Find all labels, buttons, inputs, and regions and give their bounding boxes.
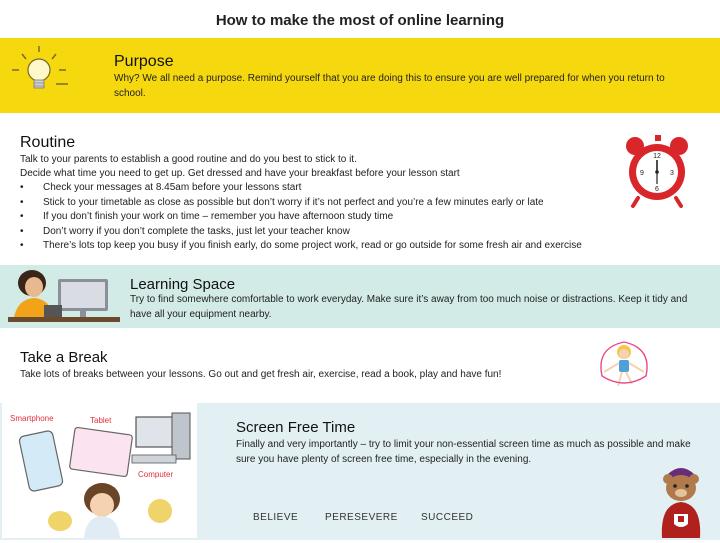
learning-space-text: Try to find somewhere comfortable to work everyday. Make sure it’s away from too much noise or distractions. Keep it tidy and have all your equipment nearby. bbox=[130, 294, 688, 320]
devices-illustration bbox=[2, 403, 197, 538]
list-item: • Stick to your timetable as close as possible but don’t worry if it’s not perfect and you’re a few minutes early or late bbox=[15, 196, 582, 211]
alarm-clock-icon bbox=[622, 132, 694, 210]
routine-list bbox=[15, 181, 582, 254]
list-item: • Don’t worry if you don’t complete the tasks, just let your teacher know bbox=[15, 225, 582, 240]
routine-line-2: Decide what time you need to get up. Get dressed and have your breakfast before your lesson start bbox=[20, 168, 460, 179]
illustration-label: Computer bbox=[138, 470, 174, 479]
screen-free-time-heading: Screen Free Time bbox=[236, 419, 356, 436]
page-title: How to make the most of online learning bbox=[215, 12, 505, 29]
list-item: • If you don’t finish your work on time – remember you have afternoon study time bbox=[15, 210, 582, 225]
footer-believe: BELIEVE bbox=[253, 512, 299, 523]
routine-line-1: Talk to your parents to establish a good routine and do you best to stick to it. bbox=[20, 154, 357, 165]
list-item: • There’s lots top keep you busy if you finish early, do some project work, read or go outside for some fresh air and exercise bbox=[15, 239, 582, 254]
footer-persevere: PERESEVERE bbox=[325, 512, 398, 523]
routine-heading: Routine bbox=[20, 134, 76, 151]
illustration-label: Tablet bbox=[90, 416, 112, 425]
skipping-girl-icon bbox=[592, 336, 656, 392]
svg-text:3: 3 bbox=[670, 170, 674, 177]
list-item: • Check your messages at 8.45am before your lessons start bbox=[15, 181, 582, 196]
learning-space-heading: Learning Space bbox=[130, 276, 236, 293]
svg-text:12: 12 bbox=[653, 153, 661, 160]
illustration-label: Smartphone bbox=[10, 414, 54, 423]
take-a-break-heading: Take a Break bbox=[20, 349, 108, 366]
screen-free-time-text: Finally and very importantly – try to limit your non-essential screen time as much as possible and make sure you have plenty of screen free time, especially in the evening. bbox=[236, 439, 691, 465]
purpose-text: Why? We all need a purpose. Remind yourself that you are doing this to ensure you are well prepared for when you return to school. bbox=[114, 73, 665, 99]
take-a-break-text: Take lots of breaks between your lessons. Go out and get fresh air, exercise, read a book, play and have fun! bbox=[20, 369, 502, 380]
footer-succeed: SUCCEED bbox=[421, 512, 474, 523]
svg-text:6: 6 bbox=[655, 186, 659, 193]
purpose-heading: Purpose bbox=[114, 53, 174, 70]
svg-text:9: 9 bbox=[640, 170, 644, 177]
lightbulb-icon bbox=[4, 40, 74, 110]
girl-at-laptop-icon bbox=[8, 265, 120, 328]
bear-mascot-icon bbox=[654, 462, 708, 538]
